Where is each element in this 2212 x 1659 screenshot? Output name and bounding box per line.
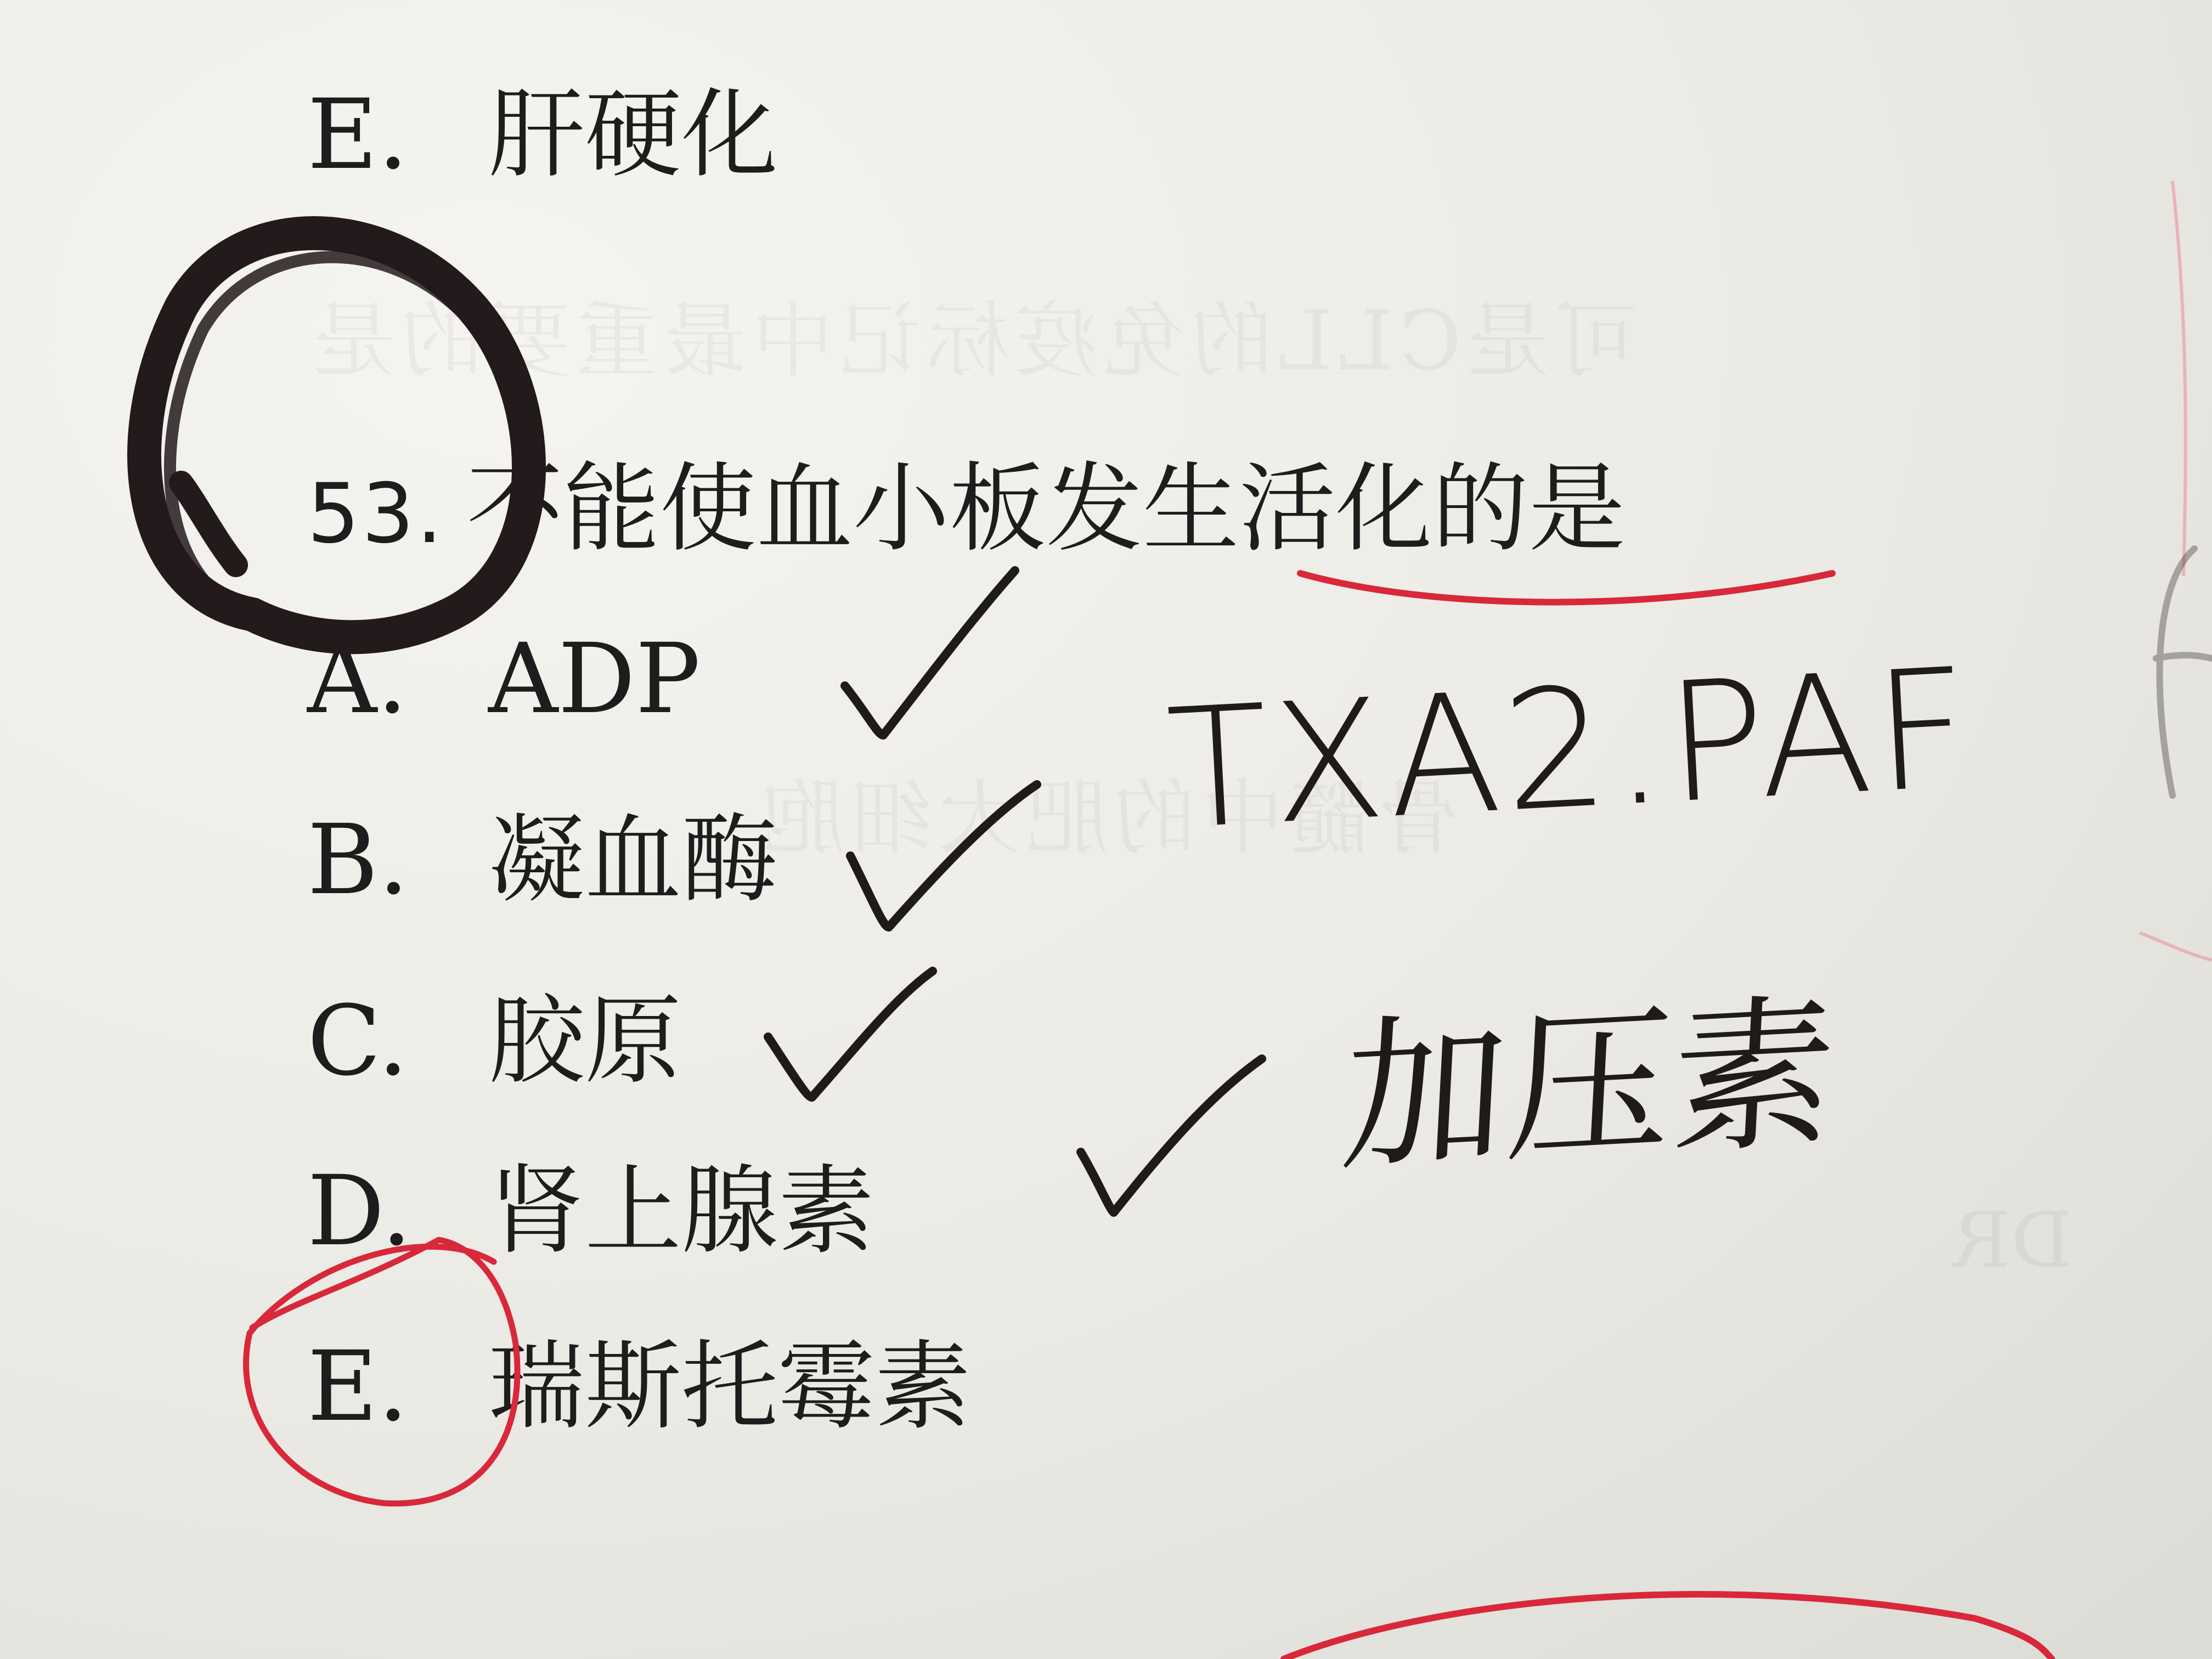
option-letter: B. [307, 804, 409, 916]
option-letter: E. [307, 78, 409, 191]
question-stem-text: 不能使血小板发生活化的是 [466, 453, 1626, 565]
check-icon [1081, 1059, 1262, 1212]
check-icon [768, 971, 933, 1097]
option-text: 肾上腺素 [488, 1155, 875, 1267]
option-text: ADP [488, 623, 701, 735]
option-text: 凝血酶 [488, 804, 778, 916]
option-text: 肝硬化 [488, 78, 778, 191]
option-letter: E. [307, 1330, 409, 1443]
question-number: 53. [307, 466, 445, 562]
checkmarks [768, 571, 1262, 1212]
handwritten-note-txa2-paf: TXA2.PAF [1163, 633, 1977, 866]
option-text: 瑞斯托霉素 [488, 1330, 972, 1443]
faint-margin-letter-mark [2156, 549, 2212, 795]
red-underline-mark [1300, 573, 1832, 602]
question-number-circle-mark [144, 233, 529, 637]
check-icon [845, 571, 1015, 735]
option-letter: C. [307, 985, 409, 1097]
handwritten-note-vasopressin: 加压素 [1338, 977, 1841, 1195]
faint-red-margin-mark [2140, 933, 2212, 960]
option-letter: A. [307, 623, 408, 735]
faint-red-margin-mark [2172, 181, 2186, 576]
option-text: 胶原 [488, 985, 682, 1097]
answer-e-red-circle-mark [246, 1240, 517, 1504]
check-icon [850, 785, 1037, 927]
red-pen-stroke-mark [1284, 1594, 2052, 1659]
option-letter: D. [307, 1155, 412, 1267]
